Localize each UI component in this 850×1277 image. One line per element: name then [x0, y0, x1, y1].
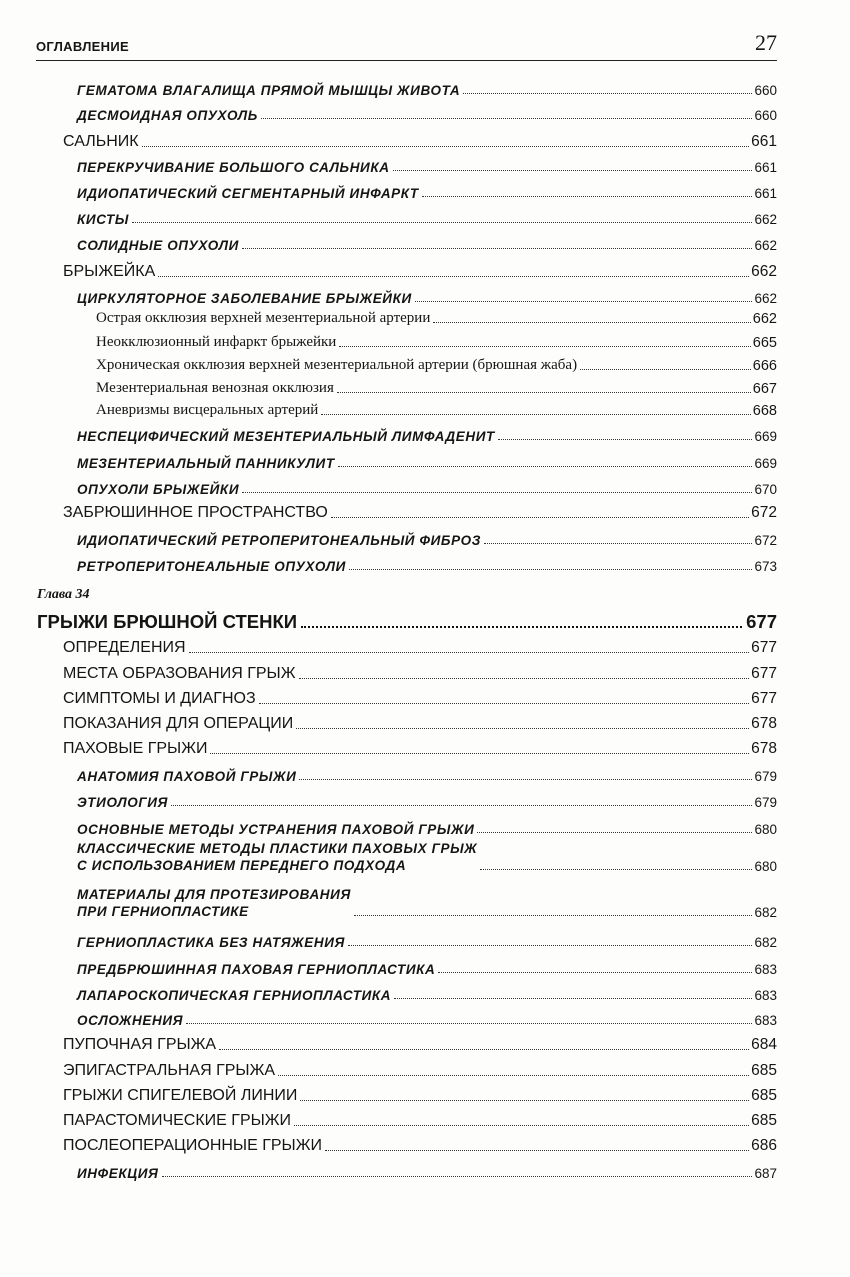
entry-title: САЛЬНИК — [63, 133, 139, 150]
entry-page: 672 — [751, 504, 777, 521]
entry-title: АНАТОМИЯ ПАХОВОЙ ГРЫЖИ — [77, 769, 297, 784]
dot-leader — [158, 276, 749, 277]
entry-page: 662 — [752, 311, 777, 327]
toc-entry — [77, 424, 777, 444]
chapter-label: Глава 34 — [37, 587, 90, 602]
toc-entry — [96, 307, 777, 327]
entry-page: 669 — [754, 456, 777, 471]
entry-title: ПАХОВЫЕ ГРЫЖИ — [63, 740, 208, 757]
dot-leader — [171, 805, 752, 806]
entry-title-line: С ИСПОЛЬЗОВАНИЕМ ПЕРЕДНЕГО ПОДХОДА — [77, 858, 407, 873]
dot-leader — [415, 301, 753, 302]
entry-page: 682 — [754, 935, 777, 950]
entry-page: 660 — [754, 108, 777, 123]
dot-leader — [422, 196, 753, 197]
entry-page: 685 — [751, 1112, 777, 1129]
dot-leader — [242, 248, 753, 249]
entry-page: 665 — [752, 335, 777, 351]
toc-entry — [63, 736, 777, 758]
dot-leader — [299, 779, 752, 780]
entry-page: 668 — [752, 403, 777, 419]
dot-leader — [162, 1176, 753, 1177]
dot-leader — [294, 1125, 749, 1126]
entry-title: СИМПТОМЫ И ДИАГНОЗ — [63, 690, 256, 707]
dot-leader — [580, 369, 751, 370]
toc-entry — [63, 1058, 777, 1080]
entry-title: ЛАПАРОСКОПИЧЕСКАЯ ГЕРНИОПЛАСТИКА — [77, 988, 392, 1003]
entry-page: 679 — [754, 769, 777, 784]
dot-leader — [477, 832, 752, 833]
entry-page: 683 — [754, 962, 777, 977]
entry-title: ПОКАЗАНИЯ ДЛЯ ОПЕРАЦИИ — [63, 715, 294, 732]
dot-leader — [261, 118, 753, 119]
entry-page: 678 — [751, 715, 777, 732]
dot-leader — [349, 569, 753, 570]
toc-entry — [77, 451, 777, 471]
toc-entry — [63, 1108, 777, 1130]
entry-title: ГЕМАТОМА ВЛАГАЛИЩА ПРЯМОЙ МЫШЦЫ ЖИВОТА — [77, 83, 461, 98]
toc-entry — [63, 686, 777, 708]
chapter-page: 677 — [746, 611, 777, 632]
chapter-title: ГРЫЖИ БРЮШНОЙ СТЕНКИ — [37, 611, 298, 632]
dot-leader — [393, 170, 753, 171]
dot-leader — [463, 93, 752, 94]
entry-title-line: ПРИ ГЕРНИОПЛАСТИКЕ — [77, 904, 249, 919]
toc-entry — [77, 957, 777, 977]
entry-page: 662 — [754, 238, 777, 253]
dot-leader — [338, 466, 753, 467]
entry-title: Хроническая окклюзия верхней мезентериальной артерии (брюшная жаба) — [96, 357, 578, 373]
dot-leader — [339, 346, 750, 347]
entry-page: 662 — [754, 212, 777, 227]
toc-entry — [77, 554, 777, 574]
dot-leader — [242, 492, 752, 493]
dot-leader — [337, 392, 751, 393]
entry-page: 682 — [754, 905, 777, 920]
dot-leader — [480, 869, 752, 870]
entry-page: 677 — [751, 665, 777, 682]
entry-page: 685 — [751, 1087, 777, 1104]
entry-title: КИСТЫ — [77, 212, 129, 227]
entry-title: Аневризмы висцеральных артерий — [96, 402, 319, 418]
dot-leader — [300, 1100, 749, 1101]
toc-entry — [77, 207, 777, 227]
entry-page: 677 — [751, 690, 777, 707]
dot-leader — [321, 414, 750, 415]
page-number: 27 — [755, 30, 777, 55]
toc-entry — [77, 477, 777, 497]
toc-entry — [77, 78, 777, 98]
entry-title: ДЕСМОИДНАЯ ОПУХОЛЬ — [77, 108, 258, 123]
dot-leader — [189, 652, 750, 653]
dot-leader — [354, 915, 753, 916]
dot-leader — [296, 728, 749, 729]
entry-page: 683 — [754, 988, 777, 1003]
toc-entry — [63, 500, 777, 522]
entry-title: ЗАБРЮШИННОЕ ПРОСТРАНСТВО — [63, 504, 328, 521]
dot-leader — [394, 998, 752, 999]
dot-leader — [301, 626, 742, 628]
entry-page: 672 — [754, 533, 777, 548]
entry-title: МЕЗЕНТЕРИАЛЬНЫЙ ПАННИКУЛИТ — [77, 456, 335, 471]
entry-page: 679 — [754, 795, 777, 810]
toc-entry — [96, 399, 777, 419]
toc-entry — [77, 838, 777, 874]
dot-leader — [484, 543, 752, 544]
entry-title: ОПРЕДЕЛЕНИЯ — [63, 639, 186, 656]
toc-entry — [63, 635, 777, 657]
dot-leader — [348, 945, 753, 946]
toc-entry — [77, 181, 777, 201]
dot-leader — [325, 1150, 749, 1151]
toc-entry — [77, 983, 777, 1003]
chapter-heading — [37, 607, 777, 633]
toc-entry — [96, 331, 777, 351]
entry-page: 661 — [754, 186, 777, 201]
entry-title: ГЕРНИОПЛАСТИКА БЕЗ НАТЯЖЕНИЯ — [77, 935, 345, 950]
entry-page: 660 — [754, 83, 777, 98]
entry-title: ИДИОПАТИЧЕСКИЙ СЕГМЕНТАРНЫЙ ИНФАРКТ — [77, 186, 419, 201]
toc-entry — [63, 1083, 777, 1105]
entry-page: 661 — [754, 160, 777, 175]
entry-page: 687 — [754, 1166, 777, 1181]
entry-title: ОСЛОЖНЕНИЯ — [77, 1013, 184, 1028]
entry-title: ИНФЕКЦИЯ — [77, 1166, 159, 1181]
entry-title: ПЕРЕКРУЧИВАНИЕ БОЛЬШОГО САЛЬНИКА — [77, 160, 390, 175]
entry-title-line: МАТЕРИАЛЫ ДЛЯ ПРОТЕЗИРОВАНИЯ — [77, 887, 351, 902]
entry-title: ПОСЛЕОПЕРАЦИОННЫЕ ГРЫЖИ — [63, 1137, 322, 1154]
dot-leader — [219, 1049, 749, 1050]
entry-page: 673 — [754, 559, 777, 574]
entry-title: Неокклюзионный инфаркт брыжейки — [96, 334, 337, 350]
toc-entry — [77, 764, 777, 784]
entry-page: 666 — [752, 358, 777, 374]
entry-page: 669 — [754, 429, 777, 444]
entry-page: 686 — [751, 1137, 777, 1154]
entry-title: МЕСТА ОБРАЗОВАНИЯ ГРЫЖ — [63, 665, 296, 682]
toc-entry — [77, 1161, 777, 1181]
toc-entry — [77, 528, 777, 548]
entry-title: ПУПОЧНАЯ ГРЫЖА — [63, 1036, 217, 1053]
toc-entry — [96, 377, 777, 397]
entry-title-line: КЛАССИЧЕСКИЕ МЕТОДЫ ПЛАСТИКИ ПАХОВЫХ ГРЫЖ — [77, 841, 478, 856]
toc-entry — [77, 286, 777, 306]
dot-leader — [498, 439, 753, 440]
entry-title: ПРЕДБРЮШИННАЯ ПАХОВАЯ ГЕРНИОПЛАСТИКА — [77, 962, 436, 977]
entry-page: 683 — [754, 1013, 777, 1028]
entry-page: 662 — [754, 291, 777, 306]
toc-entry — [63, 1032, 777, 1054]
entry-title: БРЫЖЕЙКА — [63, 263, 156, 280]
entry-title: РЕТРОПЕРИТОНЕАЛЬНЫЕ ОПУХОЛИ — [77, 559, 346, 574]
entry-title: ИДИОПАТИЧЕСКИЙ РЕТРОПЕРИТОНЕАЛЬНЫЙ ФИБРОЗ — [77, 533, 482, 548]
toc-entry — [63, 129, 777, 151]
dot-leader — [299, 678, 750, 679]
entry-title: ОСНОВНЫЕ МЕТОДЫ УСТРАНЕНИЯ ПАХОВОЙ ГРЫЖИ — [77, 822, 475, 837]
toc-entry — [77, 930, 777, 950]
entry-page: 680 — [754, 822, 777, 837]
toc-entry — [77, 1008, 777, 1028]
running-title: ОГЛАВЛЕНИЕ — [36, 39, 129, 54]
entry-page: 685 — [751, 1062, 777, 1079]
entry-title — [77, 840, 477, 874]
entry-title: Мезентериальная венозная окклюзия — [96, 380, 334, 396]
dot-leader — [259, 703, 750, 704]
toc-entry — [77, 884, 777, 920]
entry-title: ОПУХОЛИ БРЫЖЕЙКИ — [77, 482, 240, 497]
toc-entry — [63, 1133, 777, 1155]
dot-leader — [438, 972, 752, 973]
entry-title: ЦИРКУЛЯТОРНОЕ ЗАБОЛЕВАНИЕ БРЫЖЕЙКИ — [77, 291, 412, 306]
toc-entry — [77, 790, 777, 810]
entry-page: 661 — [751, 133, 777, 150]
entry-title: Острая окклюзия верхней мезентериальной артерии — [96, 310, 431, 326]
toc-entry — [77, 103, 777, 123]
entry-title — [77, 886, 351, 920]
toc-entry — [77, 233, 777, 253]
entry-title: ЭПИГАСТРАЛЬНАЯ ГРЫЖА — [63, 1062, 276, 1079]
entry-page: 678 — [751, 740, 777, 757]
dot-leader — [210, 753, 749, 754]
entry-page: 662 — [751, 263, 777, 280]
dot-leader — [278, 1075, 749, 1076]
dot-leader — [142, 146, 750, 147]
entry-page: 677 — [751, 639, 777, 656]
dot-leader — [331, 517, 749, 518]
dot-leader — [433, 322, 750, 323]
dot-leader — [186, 1023, 752, 1024]
entry-title: ЭТИОЛОГИЯ — [77, 795, 168, 810]
toc-entry — [96, 354, 777, 374]
entry-page: 684 — [751, 1036, 777, 1053]
toc-entry — [63, 711, 777, 733]
entry-title: ПАРАСТОМИЧЕСКИЕ ГРЫЖИ — [63, 1112, 292, 1129]
toc-entry — [63, 259, 777, 281]
toc-entry — [77, 155, 777, 175]
entry-page: 680 — [754, 859, 777, 874]
entry-title: СОЛИДНЫЕ ОПУХОЛИ — [77, 238, 239, 253]
dot-leader — [132, 222, 752, 223]
entry-title: ГРЫЖИ СПИГЕЛЕВОЙ ЛИНИИ — [63, 1087, 298, 1104]
entry-page: 667 — [752, 381, 777, 397]
entry-title: НЕСПЕЦИФИЧЕСКИЙ МЕЗЕНТЕРИАЛЬНЫЙ ЛИМФАДЕНИТ — [77, 429, 495, 444]
entry-page: 670 — [754, 482, 777, 497]
toc-entry — [77, 817, 777, 837]
toc-entry — [63, 661, 777, 683]
